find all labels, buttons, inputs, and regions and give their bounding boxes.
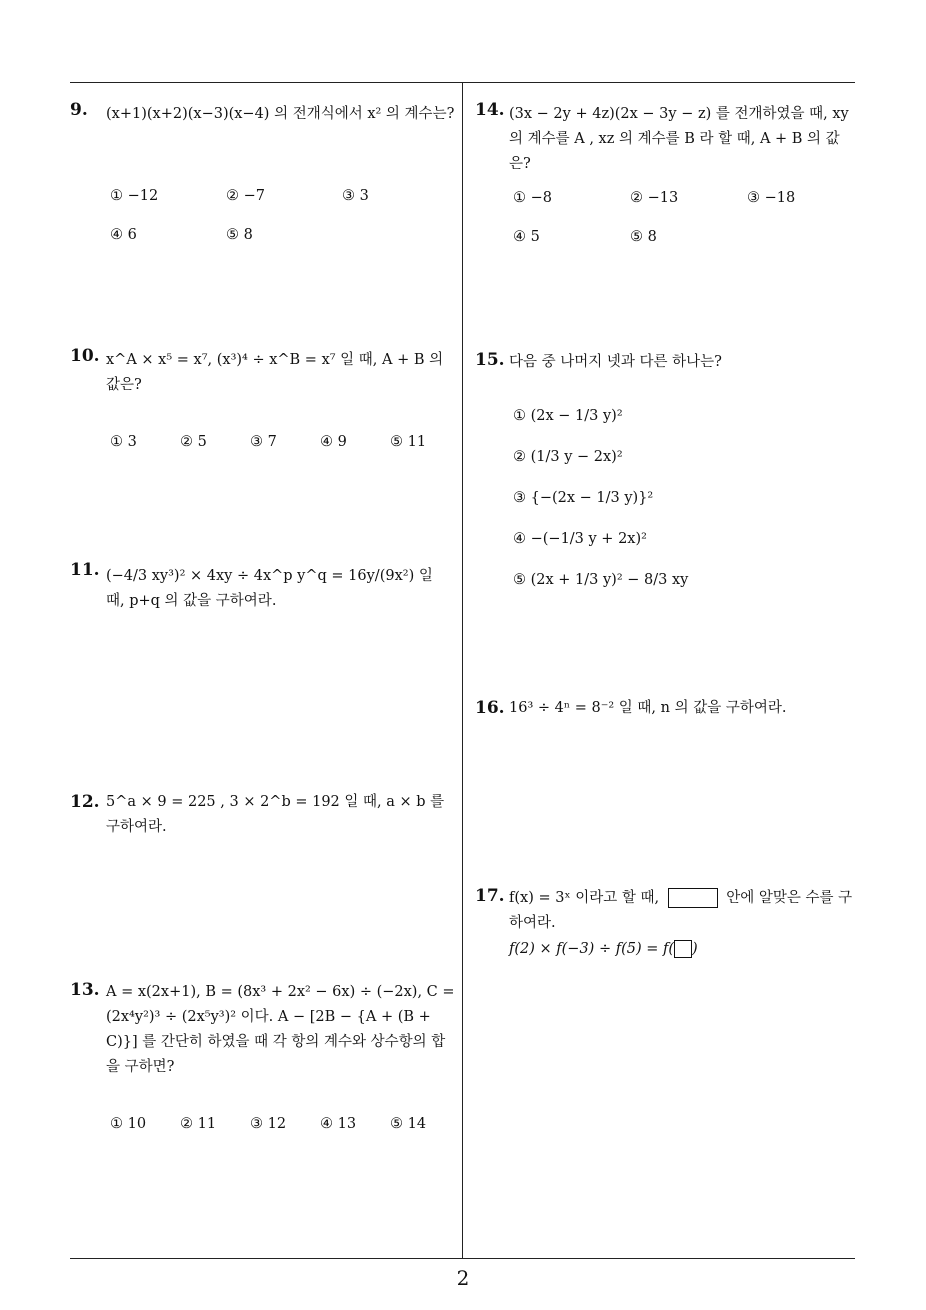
- question-number: 11.: [70, 560, 100, 580]
- choice-4: ④ −(−1/3 y + 2x)²: [513, 531, 647, 547]
- question-12: [70, 792, 455, 835]
- choice-1: ① 10: [110, 1116, 147, 1132]
- page-number: 2: [456, 1266, 470, 1290]
- question-15: [475, 350, 860, 610]
- formula-prefix: f(2) × f(−3) ÷ f(5) = f(: [509, 941, 674, 957]
- question-text: (3x − 2y + 4z)(2x − 3y − z) 를 전개하였을 때, xy 의 계수를 A , xz 의 계수를 B 라 할 때, A + B 의 값은?: [509, 106, 849, 172]
- choice-3: ③ −18: [747, 190, 796, 206]
- question-17: [475, 886, 860, 976]
- choice-5: ⑤ 11: [390, 434, 427, 450]
- choice-2: ② 5: [180, 434, 207, 450]
- question-text: A = x(2x+1), B = (8x³ + 2x² − 6x) ÷ (−2x), C = (2x⁴y²)³ ÷ (2x⁵y³)² 이다. A − [2B − {A + (B + C)}] 를 간단히 하였을 때 각 항의 계수와 상수항의 합을 구하면?: [106, 984, 455, 1075]
- small-answer-box: [674, 940, 692, 958]
- question-16: [475, 698, 860, 738]
- question-number: 9.: [70, 100, 88, 120]
- choice-2: ② −13: [630, 190, 679, 206]
- choice-1: ① −12: [110, 188, 159, 204]
- question-10: [70, 346, 455, 466]
- question-text: [509, 886, 859, 936]
- question-number: 10.: [70, 346, 100, 366]
- choice-5: ⑤ (2x + 1/3 y)² − 8/3 xy: [513, 572, 689, 588]
- choice-3: ③ 12: [250, 1116, 287, 1132]
- question-number: 13.: [70, 980, 100, 1000]
- question-text: (−4/3 xy³)² × 4xy ÷ 4x^p y^q = 16y/(9x²) 일 때, p+q 의 값을 구하여라.: [106, 568, 433, 609]
- question-text: x^A × x⁵ = x⁷, (x³)⁴ ÷ x^B = x⁷ 일 때, A + B 의 값은?: [106, 352, 444, 393]
- question-14: [475, 100, 860, 260]
- choice-5: ⑤ 8: [226, 227, 253, 243]
- choice-5: ⑤ 8: [630, 229, 657, 245]
- question-text: 다음 중 나머지 넷과 다른 하나는?: [509, 354, 722, 370]
- choice-1: ① −8: [513, 190, 552, 206]
- column-divider: [462, 83, 463, 1259]
- choice-4: ④ 9: [320, 434, 347, 450]
- question-number: 17.: [475, 886, 505, 906]
- choice-4: ④ 13: [320, 1116, 357, 1132]
- question-text: 5^a × 9 = 225 , 3 × 2^b = 192 일 때, a × b 를 구하여라.: [106, 794, 445, 835]
- choice-1: ① (2x − 1/3 y)²: [513, 408, 623, 424]
- choice-4: ④ 6: [110, 227, 137, 243]
- question-text: (x+1)(x+2)(x−3)(x−4) 의 전개식에서 x² 의 계수는?: [106, 106, 455, 122]
- choice-3: ③ 3: [342, 188, 369, 204]
- choice-2: ② (1/3 y − 2x)²: [513, 449, 623, 465]
- question-number: 15.: [475, 350, 505, 370]
- bottom-rule: [70, 1258, 855, 1259]
- choice-5: ⑤ 14: [390, 1116, 427, 1132]
- formula-line: [509, 940, 698, 958]
- question-text: 16³ ÷ 4ⁿ = 8⁻² 일 때, n 의 값을 구하여라.: [509, 700, 787, 716]
- choice-1: ① 3: [110, 434, 137, 450]
- formula-suffix: ): [692, 941, 698, 957]
- choice-2: ② −7: [226, 188, 265, 204]
- question-number: 12.: [70, 792, 100, 812]
- answer-box: [668, 888, 718, 908]
- question-text-before-box: f(x) = 3ˣ 이라고 할 때,: [509, 890, 660, 906]
- question-number: 14.: [475, 100, 505, 120]
- question-11: [70, 560, 455, 640]
- question-13: [70, 980, 455, 1140]
- choice-2: ② 11: [180, 1116, 217, 1132]
- question-text-after-box: 안에 알맞은 수를 구하여라.: [509, 890, 853, 931]
- choice-3: ③ {−(2x − 1/3 y)}²: [513, 490, 654, 506]
- question-9: [70, 100, 455, 260]
- question-number: 16.: [475, 698, 505, 718]
- choice-3: ③ 7: [250, 434, 277, 450]
- choice-4: ④ 5: [513, 229, 540, 245]
